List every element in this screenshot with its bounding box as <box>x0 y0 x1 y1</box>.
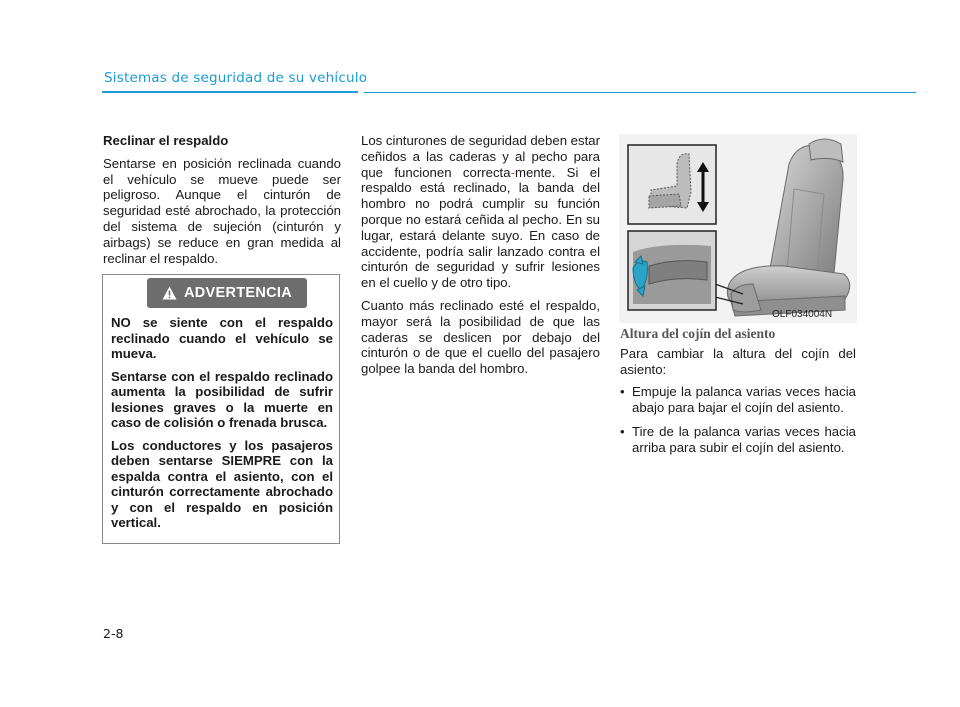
warning-body <box>111 315 333 538</box>
seatbelt-paragraph <box>361 133 600 291</box>
seatbelt-text-part1: Los cinturones de seguridad deben estar ceñidos a las caderas y al pecho para que funcionen correcta <box>361 133 601 180</box>
section-heading-cushion-height: Altura del cojín del asiento <box>620 326 776 341</box>
warning-header <box>147 278 307 308</box>
seat-drawing <box>619 134 857 323</box>
section-header-title: Sistemas de seguridad de su vehículo <box>104 70 368 86</box>
header-rule <box>364 92 916 93</box>
warning-paragraph: Los conductores y los pasajeros deben sentarse SIEMPRE con la espalda contra el asiento, con el cinturón correctamente abrochado y con el respaldo en posición vertical. <box>111 437 333 530</box>
list-item-text: Empuje la palanca varias veces hacia abajo para bajar el cojín del asiento. <box>632 384 856 416</box>
recline-paragraph: Sentarse en posición reclinada cuando el vehículo se mueve puede ser peligroso. Aunque el cinturón de seguridad esté abrochado, la protección del sistema de sujeción (cinturón y airbags) se reduce en gran medida al reclinar el respaldo. <box>103 155 341 266</box>
warning-box <box>102 274 340 544</box>
cushion-intro: Para cambiar la altura del cojín del asiento: <box>620 345 856 377</box>
seatbelt-text-part2: mente. Si el respaldo está reclinado, la banda del hombro no podrá cumplir su función porque no estará ceñida al pecho. En su lugar, estará delante suyo. En caso de accidente, podría salir lanzado contra el cinturón de seguridad y sufrir lesiones en el cuello y de otro tipo. <box>361 164 600 291</box>
page-number: 2-8 <box>103 626 124 641</box>
figure-code: OLF034004N <box>772 309 833 320</box>
recline-risk-paragraph: Cuanto más reclinado esté el respaldo, mayor será la posibilidad de que las caderas se deslicen por debajo del cinturón o de que el cuello del pasajero golpee la banda del hombro. <box>361 297 600 377</box>
warning-title: ADVERTENCIA <box>183 285 293 301</box>
column-right <box>620 326 856 464</box>
header-rule-accent <box>102 91 358 93</box>
bullet: • <box>620 423 625 439</box>
list-item <box>620 424 856 456</box>
column-middle <box>361 133 600 384</box>
list-item <box>620 384 856 416</box>
seat-illustration <box>619 134 857 323</box>
column-left <box>103 133 341 273</box>
section-heading-recline: Reclinar el respaldo <box>103 133 229 148</box>
warning-triangle-icon <box>162 286 177 300</box>
list-item-text: Tire de la palanca varias veces hacia arriba para subir el cojín del asiento. <box>632 423 856 455</box>
warning-paragraph: NO se siente con el respaldo reclinado cuando el vehículo se mueva. <box>111 315 333 361</box>
bullet: • <box>620 384 625 400</box>
cushion-steps-list <box>620 384 856 455</box>
hyphen: - <box>510 164 515 180</box>
warning-paragraph: Sentarse con el respaldo reclinado aumenta la posibilidad de sufrir lesiones graves o la muerte en caso de colisión o frenada brusca. <box>111 368 333 430</box>
